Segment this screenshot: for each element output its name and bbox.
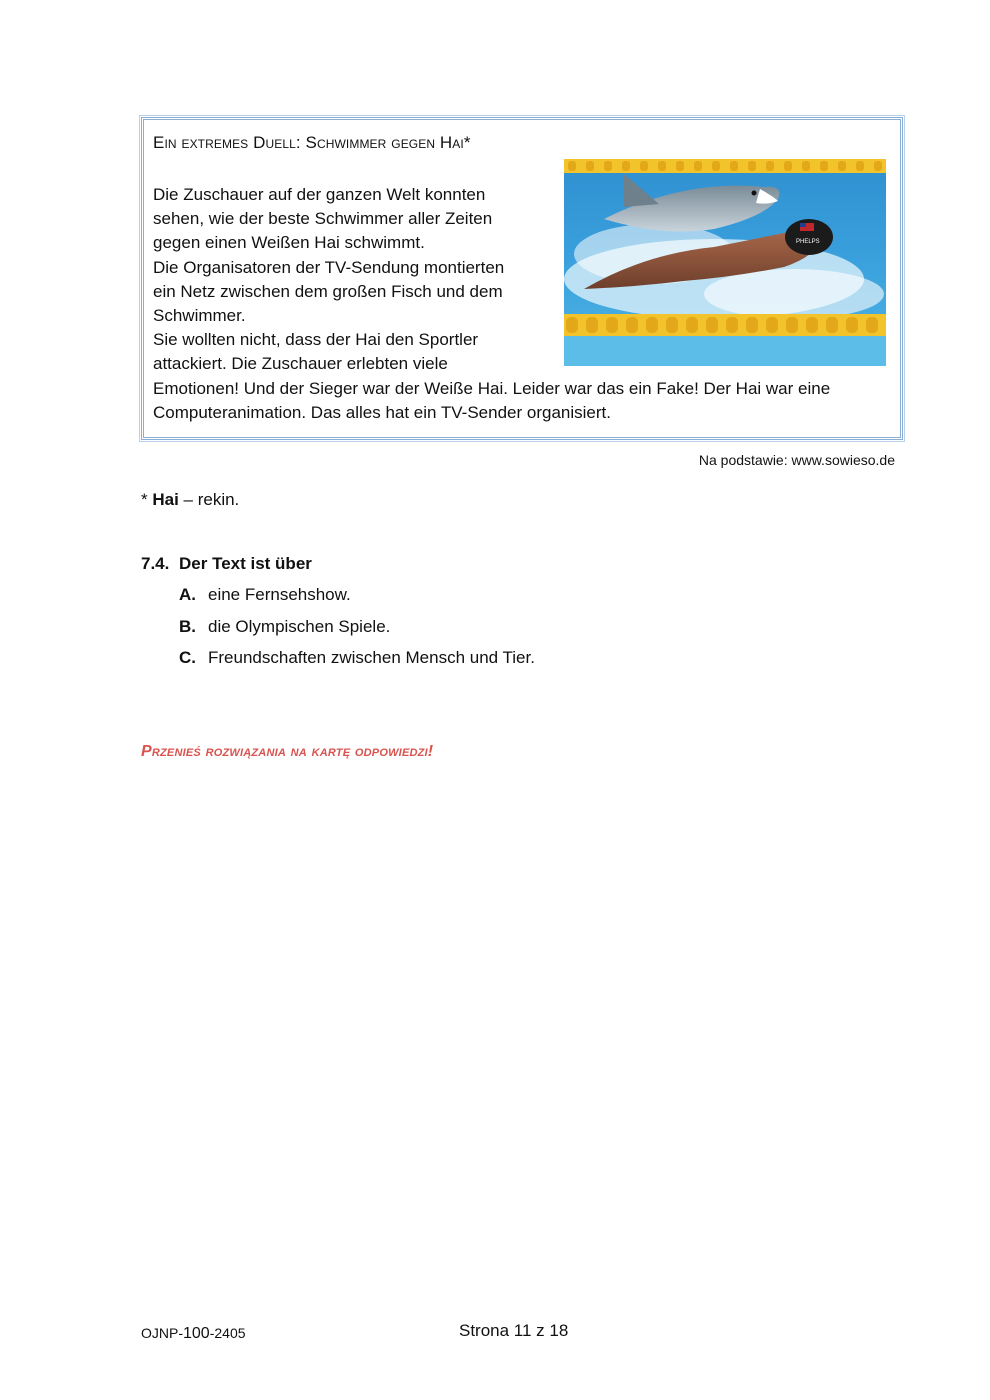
footnote-star: * xyxy=(141,490,153,509)
question-heading xyxy=(141,554,312,574)
page-number: Strona 11 z 18 xyxy=(459,1321,569,1340)
transfer-instruction: Przenieś rozwiązania na kartę odpowiedzi! xyxy=(141,743,434,760)
lane-rope-bottom xyxy=(564,314,886,336)
answer-option-a xyxy=(179,585,351,605)
option-letter: A. xyxy=(179,585,196,604)
footnote-word: Hai xyxy=(152,490,179,509)
article-line: Schwimmer. xyxy=(153,305,246,325)
option-text: eine Fernsehshow. xyxy=(208,585,351,604)
article-line: gegen einen Weißen Hai schwimmt. xyxy=(153,233,425,253)
article-line: Computeranimation. Das alles hat ein TV-Sender organisiert. xyxy=(153,402,611,422)
swimmer-shark-photo xyxy=(564,159,886,366)
article-line: Emotionen! Und der Sieger war der Weiße Hai. Leider war das ein Fake! Der Hai war eine xyxy=(153,378,831,398)
article-line: sehen, wie der beste Schwimmer aller Zeiten xyxy=(153,209,493,229)
article-line: Sie wollten nicht, dass der Hai den Sportler xyxy=(153,330,479,350)
option-text: die Olympischen Spiele. xyxy=(208,617,391,636)
option-text: Freundschaften zwischen Mensch und Tier. xyxy=(208,648,535,667)
article-title: Ein extremes Duell: Schwimmer gegen Hai* xyxy=(153,133,471,152)
footnote-translation: – rekin. xyxy=(178,490,240,509)
article-line: ein Netz zwischen dem großen Fisch und dem xyxy=(153,281,503,301)
footnote xyxy=(141,490,239,510)
exam-code-prefix: OJNP- xyxy=(141,1325,183,1341)
exam-code-number: 100 xyxy=(183,1325,210,1342)
article-line: Die Zuschauer auf der ganzen Welt konnten xyxy=(153,185,486,204)
option-letter: C. xyxy=(179,648,196,667)
lane-rope-top xyxy=(564,159,886,173)
source-credit: Na podstawie: www.sowieso.de xyxy=(698,452,895,468)
question-number: 7.4. xyxy=(141,554,170,573)
question-text: Der Text ist über xyxy=(179,554,312,573)
cap-text: PHELPS xyxy=(796,239,820,245)
article-line: Die Organisatoren der TV-Sendung montierten xyxy=(153,257,505,277)
answer-option-c xyxy=(179,648,535,668)
option-letter: B. xyxy=(179,617,196,636)
exam-code-suffix: -2405 xyxy=(209,1325,246,1341)
exam-code xyxy=(141,1325,246,1343)
answer-option-b xyxy=(179,617,390,637)
article-line: attackiert. Die Zuschauer erlebten viele xyxy=(153,354,448,374)
